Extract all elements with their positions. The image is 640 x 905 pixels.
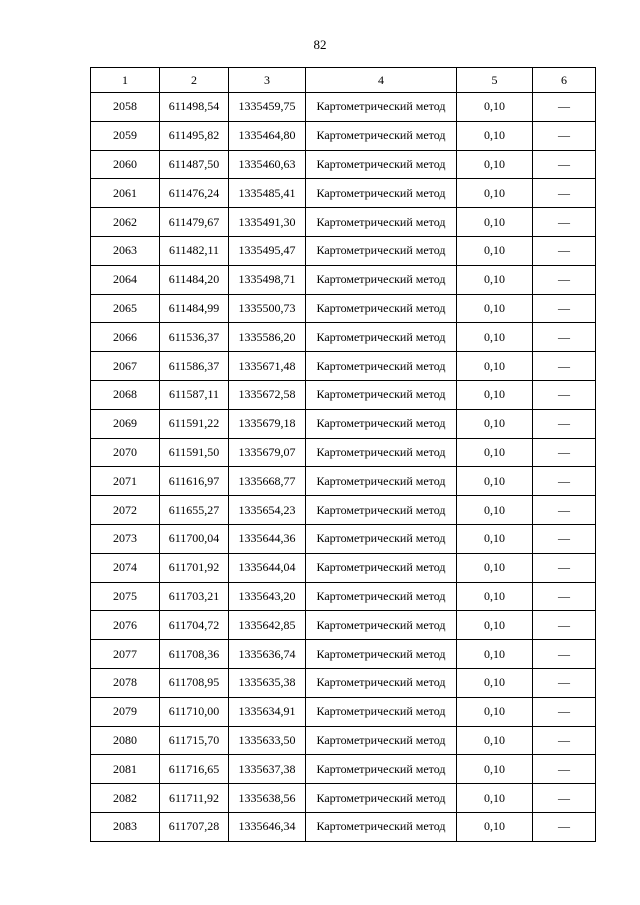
x-coordinate-cell: 611655,27	[160, 496, 229, 525]
x-coordinate-cell: 611591,50	[160, 438, 229, 467]
point-number-cell: 2074	[91, 553, 160, 582]
x-coordinate-cell: 611715,70	[160, 726, 229, 755]
x-coordinate-cell: 611586,37	[160, 352, 229, 381]
point-number-cell: 2067	[91, 352, 160, 381]
table-row	[91, 812, 596, 841]
x-coordinate-cell: 611587,11	[160, 380, 229, 409]
point-number-cell: 2072	[91, 496, 160, 525]
y-coordinate-cell: 1335491,30	[229, 208, 306, 237]
y-coordinate-cell: 1335643,20	[229, 582, 306, 611]
method-cell: Картометрический метод	[306, 582, 457, 611]
accuracy-cell: 0,10	[457, 121, 533, 150]
point-number-cell: 2083	[91, 812, 160, 841]
x-coordinate-cell: 611701,92	[160, 553, 229, 582]
point-number-cell: 2063	[91, 236, 160, 265]
x-coordinate-cell: 611616,97	[160, 467, 229, 496]
point-number-cell: 2065	[91, 294, 160, 323]
accuracy-cell: 0,10	[457, 438, 533, 467]
x-coordinate-cell: 611711,92	[160, 784, 229, 813]
table-row	[91, 582, 596, 611]
x-coordinate-cell: 611476,24	[160, 179, 229, 208]
table-row	[91, 755, 596, 784]
accuracy-cell: 0,10	[457, 380, 533, 409]
x-coordinate-cell: 611487,50	[160, 150, 229, 179]
note-cell: —	[533, 640, 596, 669]
x-coordinate-cell: 611716,65	[160, 755, 229, 784]
note-cell: —	[533, 294, 596, 323]
x-coordinate-cell: 611708,95	[160, 668, 229, 697]
method-cell: Картометрический метод	[306, 726, 457, 755]
x-coordinate-cell: 611495,82	[160, 121, 229, 150]
note-cell: —	[533, 611, 596, 640]
column-header: 3	[229, 68, 306, 93]
method-cell: Картометрический метод	[306, 496, 457, 525]
table-row	[91, 697, 596, 726]
accuracy-cell: 0,10	[457, 784, 533, 813]
y-coordinate-cell: 1335485,41	[229, 179, 306, 208]
table-row	[91, 121, 596, 150]
method-cell: Картометрический метод	[306, 611, 457, 640]
y-coordinate-cell: 1335495,47	[229, 236, 306, 265]
page-number: 82	[313, 37, 327, 52]
accuracy-cell: 0,10	[457, 323, 533, 352]
method-cell: Картометрический метод	[306, 352, 457, 381]
point-number-cell: 2077	[91, 640, 160, 669]
x-coordinate-cell: 611704,72	[160, 611, 229, 640]
method-cell: Картометрический метод	[306, 640, 457, 669]
y-coordinate-cell: 1335654,23	[229, 496, 306, 525]
y-coordinate-cell: 1335668,77	[229, 467, 306, 496]
method-cell: Картометрический метод	[306, 294, 457, 323]
column-header: 1	[91, 68, 160, 93]
y-coordinate-cell: 1335633,50	[229, 726, 306, 755]
note-cell: —	[533, 121, 596, 150]
y-coordinate-cell: 1335646,34	[229, 812, 306, 841]
method-cell: Картометрический метод	[306, 467, 457, 496]
point-number-cell: 2080	[91, 726, 160, 755]
table-row	[91, 784, 596, 813]
accuracy-cell: 0,10	[457, 582, 533, 611]
x-coordinate-cell: 611703,21	[160, 582, 229, 611]
x-coordinate-cell: 611536,37	[160, 323, 229, 352]
x-coordinate-cell: 611498,54	[160, 93, 229, 122]
accuracy-cell: 0,10	[457, 755, 533, 784]
accuracy-cell: 0,10	[457, 236, 533, 265]
x-coordinate-cell: 611484,20	[160, 265, 229, 294]
accuracy-cell: 0,10	[457, 524, 533, 553]
note-cell: —	[533, 755, 596, 784]
table-body	[91, 93, 596, 842]
method-cell: Картометрический метод	[306, 121, 457, 150]
accuracy-cell: 0,10	[457, 640, 533, 669]
table-row	[91, 150, 596, 179]
method-cell: Картометрический метод	[306, 93, 457, 122]
point-number-cell: 2079	[91, 697, 160, 726]
y-coordinate-cell: 1335460,63	[229, 150, 306, 179]
point-number-cell: 2062	[91, 208, 160, 237]
column-header: 2	[160, 68, 229, 93]
y-coordinate-cell: 1335636,74	[229, 640, 306, 669]
x-coordinate-cell: 611710,00	[160, 697, 229, 726]
y-coordinate-cell: 1335644,04	[229, 553, 306, 582]
y-coordinate-cell: 1335671,48	[229, 352, 306, 381]
y-coordinate-cell: 1335459,75	[229, 93, 306, 122]
method-cell: Картометрический метод	[306, 409, 457, 438]
point-number-cell: 2078	[91, 668, 160, 697]
note-cell: —	[533, 496, 596, 525]
y-coordinate-cell: 1335634,91	[229, 697, 306, 726]
table-row	[91, 179, 596, 208]
table-row	[91, 467, 596, 496]
method-cell: Картометрический метод	[306, 784, 457, 813]
method-cell: Картометрический метод	[306, 236, 457, 265]
method-cell: Картометрический метод	[306, 755, 457, 784]
method-cell: Картометрический метод	[306, 323, 457, 352]
point-number-cell: 2064	[91, 265, 160, 294]
method-cell: Картометрический метод	[306, 553, 457, 582]
table-row	[91, 496, 596, 525]
x-coordinate-cell: 611484,99	[160, 294, 229, 323]
note-cell: —	[533, 179, 596, 208]
note-cell: —	[533, 409, 596, 438]
point-number-cell: 2068	[91, 380, 160, 409]
note-cell: —	[533, 812, 596, 841]
note-cell: —	[533, 697, 596, 726]
table-row	[91, 553, 596, 582]
y-coordinate-cell: 1335464,80	[229, 121, 306, 150]
y-coordinate-cell: 1335642,85	[229, 611, 306, 640]
x-coordinate-cell: 611707,28	[160, 812, 229, 841]
method-cell: Картометрический метод	[306, 179, 457, 208]
table-row	[91, 265, 596, 294]
note-cell: —	[533, 726, 596, 755]
column-header: 5	[457, 68, 533, 93]
accuracy-cell: 0,10	[457, 726, 533, 755]
note-cell: —	[533, 553, 596, 582]
note-cell: —	[533, 380, 596, 409]
note-cell: —	[533, 265, 596, 294]
table-row	[91, 409, 596, 438]
table-row	[91, 611, 596, 640]
point-number-cell: 2081	[91, 755, 160, 784]
note-cell: —	[533, 150, 596, 179]
table-header-row	[91, 68, 596, 93]
method-cell: Картометрический метод	[306, 208, 457, 237]
column-header: 6	[533, 68, 596, 93]
point-number-cell: 2070	[91, 438, 160, 467]
y-coordinate-cell: 1335638,56	[229, 784, 306, 813]
point-number-cell: 2059	[91, 121, 160, 150]
x-coordinate-cell: 611591,22	[160, 409, 229, 438]
accuracy-cell: 0,10	[457, 352, 533, 381]
y-coordinate-cell: 1335635,38	[229, 668, 306, 697]
accuracy-cell: 0,10	[457, 812, 533, 841]
point-number-cell: 2069	[91, 409, 160, 438]
y-coordinate-cell: 1335637,38	[229, 755, 306, 784]
accuracy-cell: 0,10	[457, 467, 533, 496]
y-coordinate-cell: 1335679,07	[229, 438, 306, 467]
method-cell: Картометрический метод	[306, 150, 457, 179]
accuracy-cell: 0,10	[457, 697, 533, 726]
accuracy-cell: 0,10	[457, 294, 533, 323]
x-coordinate-cell: 611482,11	[160, 236, 229, 265]
table-row	[91, 236, 596, 265]
y-coordinate-cell: 1335644,36	[229, 524, 306, 553]
method-cell: Картометрический метод	[306, 380, 457, 409]
table-row	[91, 294, 596, 323]
accuracy-cell: 0,10	[457, 668, 533, 697]
note-cell: —	[533, 438, 596, 467]
table-row	[91, 640, 596, 669]
point-number-cell: 2082	[91, 784, 160, 813]
point-number-cell: 2058	[91, 93, 160, 122]
note-cell: —	[533, 582, 596, 611]
x-coordinate-cell: 611708,36	[160, 640, 229, 669]
accuracy-cell: 0,10	[457, 265, 533, 294]
table-row	[91, 726, 596, 755]
x-coordinate-cell: 611700,04	[160, 524, 229, 553]
note-cell: —	[533, 668, 596, 697]
y-coordinate-cell: 1335672,58	[229, 380, 306, 409]
table-row	[91, 208, 596, 237]
accuracy-cell: 0,10	[457, 150, 533, 179]
note-cell: —	[533, 784, 596, 813]
note-cell: —	[533, 208, 596, 237]
note-cell: —	[533, 323, 596, 352]
table-row	[91, 524, 596, 553]
x-coordinate-cell: 611479,67	[160, 208, 229, 237]
method-cell: Картометрический метод	[306, 265, 457, 294]
point-number-cell: 2066	[91, 323, 160, 352]
accuracy-cell: 0,10	[457, 93, 533, 122]
accuracy-cell: 0,10	[457, 553, 533, 582]
method-cell: Картометрический метод	[306, 697, 457, 726]
point-number-cell: 2071	[91, 467, 160, 496]
point-number-cell: 2060	[91, 150, 160, 179]
y-coordinate-cell: 1335679,18	[229, 409, 306, 438]
note-cell: —	[533, 93, 596, 122]
coordinates-table	[90, 67, 596, 842]
note-cell: —	[533, 236, 596, 265]
table-row	[91, 352, 596, 381]
table-row	[91, 380, 596, 409]
accuracy-cell: 0,10	[457, 208, 533, 237]
method-cell: Картометрический метод	[306, 812, 457, 841]
method-cell: Картометрический метод	[306, 668, 457, 697]
y-coordinate-cell: 1335586,20	[229, 323, 306, 352]
point-number-cell: 2076	[91, 611, 160, 640]
y-coordinate-cell: 1335498,71	[229, 265, 306, 294]
note-cell: —	[533, 524, 596, 553]
accuracy-cell: 0,10	[457, 496, 533, 525]
accuracy-cell: 0,10	[457, 611, 533, 640]
point-number-cell: 2073	[91, 524, 160, 553]
note-cell: —	[533, 352, 596, 381]
column-header: 4	[306, 68, 457, 93]
y-coordinate-cell: 1335500,73	[229, 294, 306, 323]
accuracy-cell: 0,10	[457, 179, 533, 208]
table-row	[91, 93, 596, 122]
method-cell: Картометрический метод	[306, 524, 457, 553]
accuracy-cell: 0,10	[457, 409, 533, 438]
table-row	[91, 438, 596, 467]
method-cell: Картометрический метод	[306, 438, 457, 467]
table-row	[91, 668, 596, 697]
note-cell: —	[533, 467, 596, 496]
point-number-cell: 2061	[91, 179, 160, 208]
table-row	[91, 323, 596, 352]
point-number-cell: 2075	[91, 582, 160, 611]
